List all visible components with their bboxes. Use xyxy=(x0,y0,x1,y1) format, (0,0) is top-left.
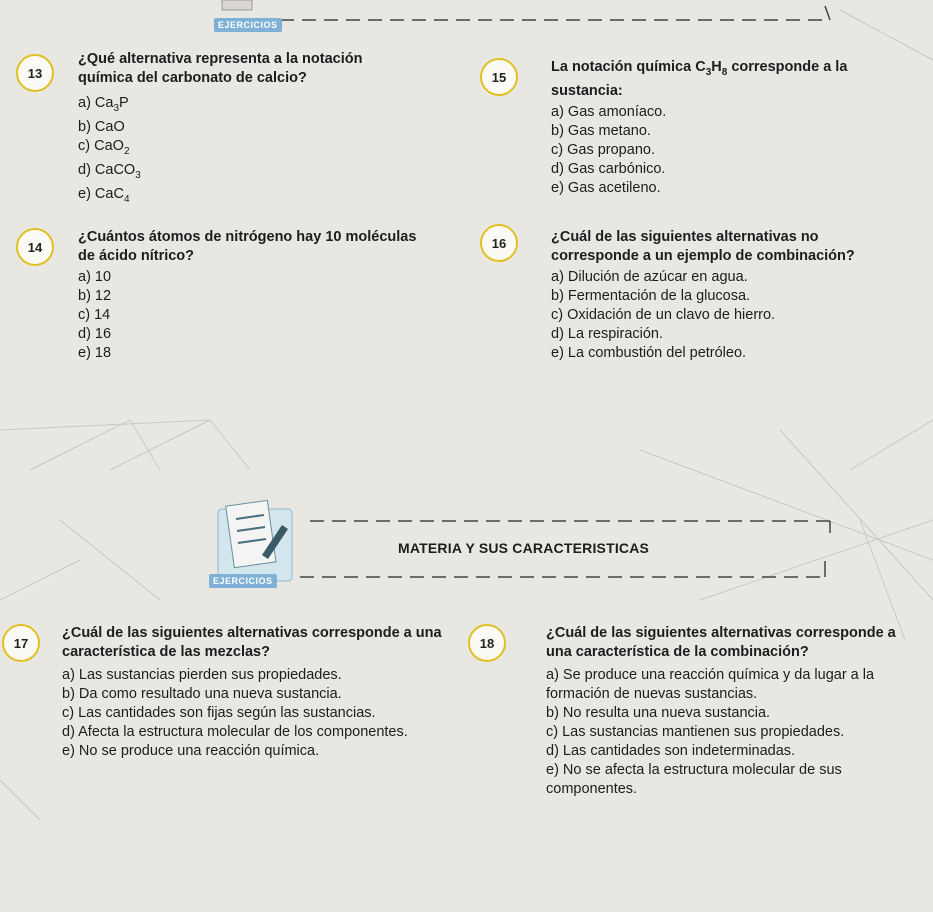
question-14-option-a: a) 10 xyxy=(78,269,112,285)
question-18-option-b: b) No resulta una nueva sustancia. xyxy=(546,705,771,721)
question-16-option-b: b) Fermentación de la glucosa. xyxy=(551,288,751,304)
question-number-13: 13 xyxy=(16,54,54,92)
question-14-text: ¿Cuántos átomos de nitrógeno hay 10 moléculas de ácido nítrico? xyxy=(78,229,417,264)
question-16-text: ¿Cuál de las siguientes alternativas no corresponde a un ejemplo de combinación? xyxy=(551,229,855,264)
question-13 xyxy=(78,50,408,209)
question-15-option-e: e) Gas acetileno. xyxy=(551,179,661,196)
question-16-option-e: e) La combustión del petróleo. xyxy=(551,345,747,361)
question-16-option-c: c) Oxidación de un clavo de hierro. xyxy=(551,307,776,323)
question-17-text: ¿Cuál de las siguientes alternativas corresponde a una característica de las mezclas? xyxy=(62,625,442,660)
question-number-18: 18 xyxy=(468,624,506,662)
question-17-option-e: e) No se produce una reacción química. xyxy=(62,743,320,759)
question-18-text: ¿Cuál de las siguientes alternativas corresponde a una característica de la combinación? xyxy=(546,625,896,660)
question-number-16: 16 xyxy=(480,224,518,262)
question-17-option-c: c) Las cantidades son fijas según las sustancias. xyxy=(62,705,376,721)
formula-c3h8: $C_3H_8$ xyxy=(695,59,728,78)
question-13-option-b: b) CaO xyxy=(78,118,125,135)
question-18-option-a: a) Se produce una reacción química y da lugar a la formación de nuevas sustancias. xyxy=(546,667,875,702)
question-number-17: 17 xyxy=(2,624,40,662)
question-14-option-c: c) 14 xyxy=(78,307,111,323)
question-16 xyxy=(551,228,881,363)
question-number-15: 15 xyxy=(480,58,518,96)
section-title: MATERIA Y SUS CARACTERISTICAS xyxy=(398,540,650,556)
question-15-option-b: b) Gas metano. xyxy=(551,122,651,139)
question-18-option-e: e) No se afecta la estructura molecular de sus componentes. xyxy=(546,762,842,797)
question-16-option-a: a) Dilución de azúcar en agua. xyxy=(551,269,748,285)
question-13-option-d: d) CaCO$_3$ xyxy=(78,161,141,181)
question-number-14: 14 xyxy=(16,228,54,266)
question-14 xyxy=(78,228,418,363)
question-15-option-c: c) Gas propano. xyxy=(551,141,655,158)
question-15-option-d: d) Gas carbónico. xyxy=(551,160,666,177)
question-13-option-e: e) CaC$_4$ xyxy=(78,185,130,205)
question-15-text: La notación química $C_3H_8$ corresponde a la sustancia: xyxy=(551,59,848,99)
question-17-option-b: b) Da como resultado una nueva sustancia. xyxy=(62,686,342,702)
question-18-option-d: d) Las cantidades son indeterminadas. xyxy=(546,743,796,759)
top-banner-graphic xyxy=(200,0,933,32)
question-14-option-e: e) 18 xyxy=(78,345,112,361)
question-18-option-c: c) Las sustancias mantienen sus propiedades. xyxy=(546,724,845,740)
question-13-option-c: c) CaO$_2$ xyxy=(78,137,130,157)
question-17-option-a: a) Las sustancias pierden sus propiedades. xyxy=(62,667,342,683)
question-18 xyxy=(546,624,916,799)
exercises-badge-mid: EJERCICIOS xyxy=(209,574,277,588)
question-14-option-d: d) 16 xyxy=(78,326,112,342)
question-13-option-a: a) $Ca_3P$ xyxy=(78,95,129,114)
question-13-text: ¿Qué alternativa representa a la notación química del carbonato de calcio? xyxy=(78,51,363,86)
question-17-option-d: d) Afecta la estructura molecular de los componentes. xyxy=(62,724,408,740)
question-16-option-d: d) La respiración. xyxy=(551,326,664,342)
question-14-option-b: b) 12 xyxy=(78,288,112,304)
question-15 xyxy=(551,58,921,198)
exercises-badge-top: EJERCICIOS xyxy=(214,18,282,32)
question-15-option-a: a) Gas amoníaco. xyxy=(551,103,667,120)
question-17 xyxy=(62,624,472,761)
